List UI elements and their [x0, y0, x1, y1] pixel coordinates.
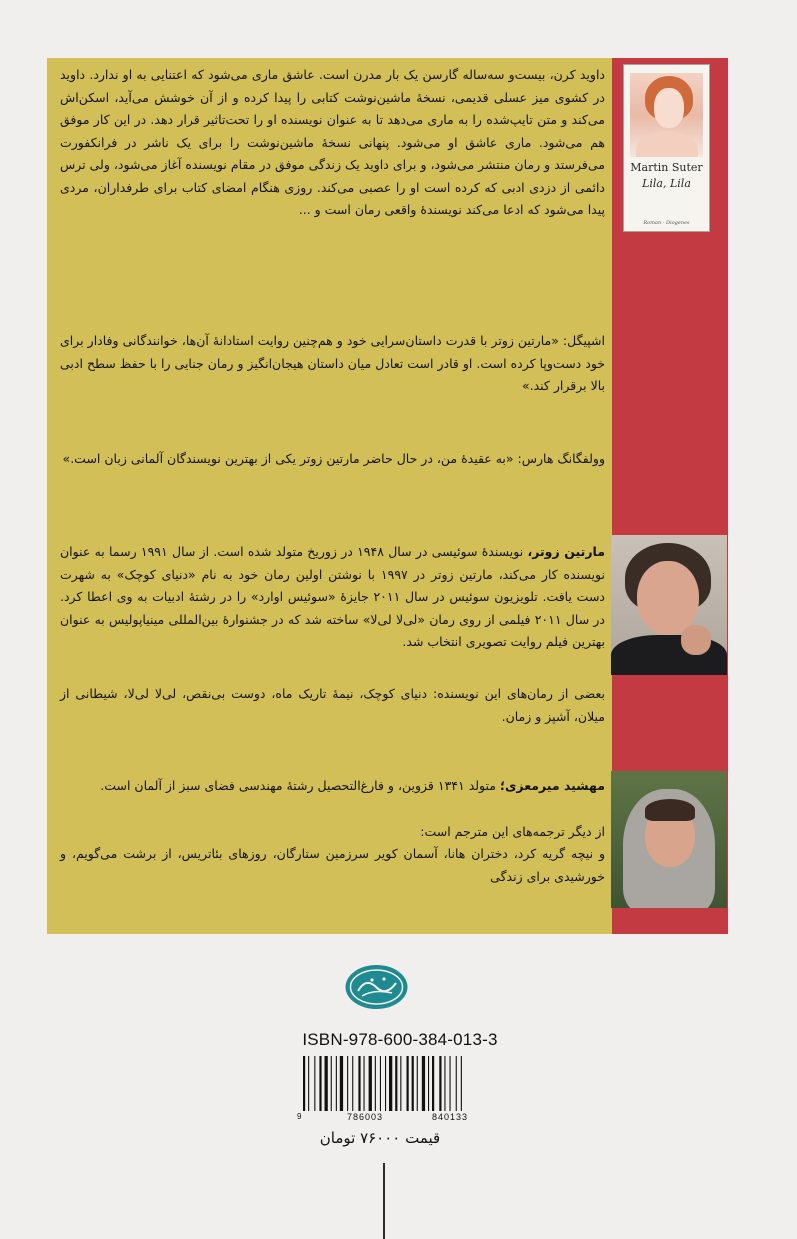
translator-other-heading: از دیگر ترجمه‌های این مترجم است:	[420, 824, 605, 839]
barcode-right-digits: 840133	[431, 1112, 469, 1122]
barcode-middle-digits: 786003	[346, 1112, 384, 1122]
translator-name: مهشید میرمعزی؛	[499, 778, 605, 793]
book-cover-thumbnail	[623, 64, 710, 232]
thumbnail-imprint: Roman · Diogenes	[643, 220, 690, 226]
synopsis-text: داوید کرن، بیست‌و سه‌ساله گارسن یک بار مدرن است. عاشق ماری می‌شود که اعتنایی به او ندارد. داوید در کشوی میز عسلی قدیمی، نسخهٔ ماشین‌نوشت کتابی را پیدا کرده و از آن خوشش می‌آید، اسکن‌اش می‌کند و متن تایپ‌شده را به ماری می‌دهد تا به عنوان نویسنده او را تحت‌تاثیر قرار دهد. در این کار موفق هم می‌شود. ماری عاشق او می‌شود. پنهانی نسخهٔ ماشین‌نوشت را برای یک ناشر در فرانکفورت می‌فرستد و رمان منتشر می‌شود، و برای داوید یک زندگی موفق در مقام نویسنده آغاز می‌شود، ولی ترس دائمی از دزدی ادبی که کرده است او را عصبی می‌کند. روزی هنگام امضای کتاب برای طرفداران، مردی پیدا می‌شود که ادعا می‌کند نویسندهٔ واقعی رمان است و ...	[60, 67, 605, 217]
cover-portrait-illustration	[630, 73, 703, 157]
publisher-logo-icon	[344, 963, 409, 1011]
quote-spiegel: اشپیگل: «مارتین زوتر با قدرت داستان‌سرایی خود و هم‌چنین روایت استادانهٔ آن‌ها، خوانندگانی وفادار برای خود دست‌وپا کرده است. او قادر است تعادل میان داستان هیجان‌انگیز و رمان جنایی را با حفظ سطح ادبی بالا برقرار کند.»	[60, 333, 605, 393]
barcode	[297, 1056, 502, 1111]
isbn-number: ISBN-978-600-384-013-3	[302, 1030, 498, 1049]
translator-other-works: و نیچه گریه کرد، دختران هانا، آسمان کویر سرزمین ستارگان، روزهای بئاتریس، از برشت می‌گویم، و خورشیدی برای زندگی	[60, 846, 605, 884]
author-other-works: بعضی از رمان‌های این نویسنده: دنیای کوچک، نیمهٔ تاریک ماه، دوست بی‌نقص، لی‌لا لی‌لا، شیطانی از میلان، آشپز و زمان.	[60, 686, 605, 724]
price-label: قیمت ۷۶۰۰۰ تومان	[319, 1129, 441, 1147]
thumbnail-title: Lila, Lila	[642, 177, 691, 190]
barcode-left-digit: 9	[297, 1112, 302, 1121]
translator-bio-text: متولد ۱۳۴۱ قزوین، و فارغ‌التحصیل رشتهٔ مهندسی فضای سبز از آلمان است.	[100, 778, 500, 793]
author-bio-text: نویسندهٔ سوئیسی در سال ۱۹۴۸ در زوریخ متولد شده است. از سال ۱۹۹۱ رسما به عنوان نویسنده کار می‌کند، مارتین زوتر در ۱۹۹۷ با نوشتن اولین رمان خود به نام «دنیای کوچک» به شهرت دست یافت. تلویزیون سوئیس در سال ۲۰۱۱ جایزهٔ «سوئیس اوارد» را در رشتهٔ ادبیات به وی اعطا کرد. در سال ۲۰۱۱ فیلمی از روی رمان «لی‌لا لی‌لا» ساخته شد که در جشنوارهٔ بین‌المللی مینیاپولیس به عنوان بهترین فیلم روایت تصویری انتخاب شد.	[60, 544, 605, 649]
author-name: مارتین زوتر،	[527, 544, 605, 559]
author-bio	[60, 541, 605, 654]
translator-photo	[611, 771, 727, 908]
author-photo	[611, 535, 727, 675]
bottom-rule	[383, 1163, 385, 1239]
thumbnail-author: Martin Suter	[630, 161, 703, 174]
translator-bio	[60, 775, 605, 798]
quote-haars: وولفگانگ هارس: «به عقیدهٔ من، در حال حاضر مارتین زوتر یکی از بهترین نویسندگان آلمانی زبان است.»	[62, 451, 605, 466]
